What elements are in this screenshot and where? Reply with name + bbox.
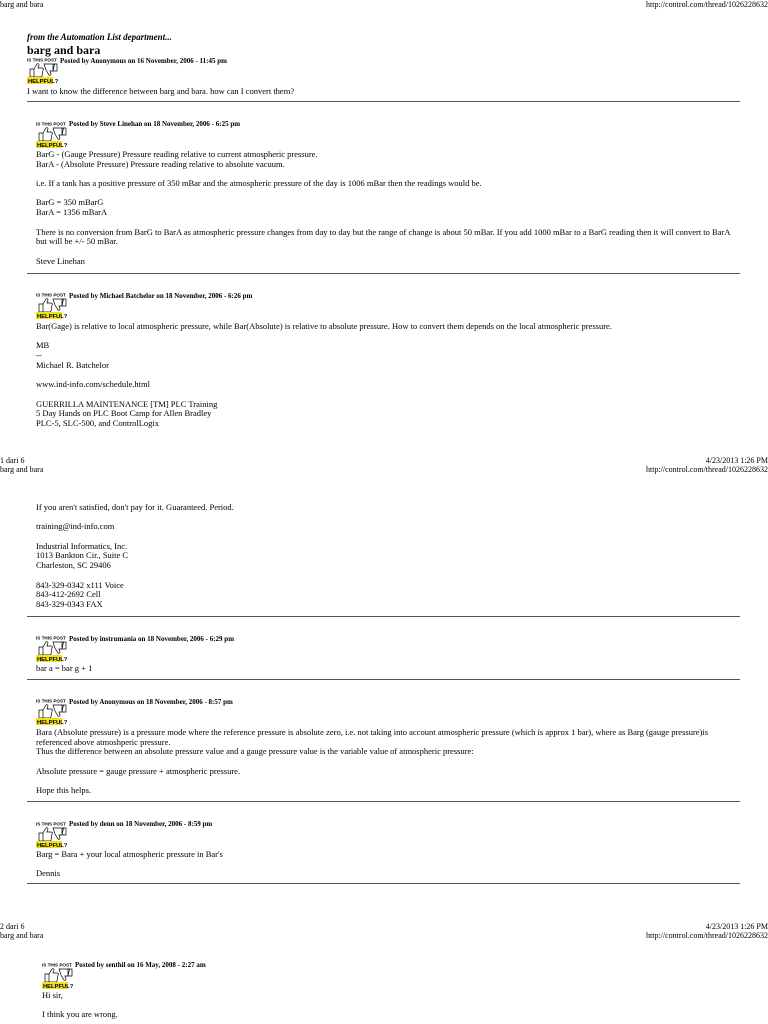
post-author-line: Posted by senthil on 16 May, 2008 - 2:27 am <box>75 961 206 969</box>
post-line: I think you are wrong. <box>42 1009 118 1020</box>
post-author-line: Posted by denn on 18 November, 2006 - 8:59 pm <box>69 820 213 828</box>
thumbs-up-icon <box>39 642 52 655</box>
post-author-line: Posted by Anonymous on 18 November, 2006 - 8:57 pm <box>69 698 233 706</box>
post-line: BarA - (Absolute Pressure) Pressure reading relative to absolute vacuum. <box>36 158 285 169</box>
post-line: If you aren't satisfied, don't pay for it. Guaranteed. Period. <box>36 502 234 512</box>
post-line: MB <box>36 340 50 351</box>
page-header-url[interactable]: http://control.com/thread/1026228632 <box>646 0 768 9</box>
post-body <box>36 322 740 429</box>
post-link[interactable]: www.ind-info.com/schedule.html <box>36 379 150 390</box>
post-line: Industrial Informatics, Inc. <box>36 540 128 551</box>
post-line: Charleston, SC 29406 <box>36 560 111 571</box>
post-line: PLC-5, SLC-500, and ControlLogix <box>36 417 160 428</box>
thumbs-down-icon <box>59 969 72 980</box>
page-footer-date: 4/23/2013 1:26 PM <box>705 456 768 465</box>
badge-helpful-text: HELPFUL? <box>37 142 68 148</box>
thumbs-down-icon <box>53 705 66 716</box>
post-body <box>36 728 740 796</box>
page-header-url[interactable]: http://control.com/thread/1026228632 <box>646 931 768 940</box>
post-line: Steve Linehan <box>36 255 85 266</box>
thumbs-down-icon <box>53 128 66 139</box>
post-line: Bara (Absolute pressure) is a pressure mode where the reference pressure is absolute zero, i.e. not taking into account atmospheric pressure (which is approx 1 bar), where as Barg (gauge pressure)is referenced above atmoshperic pressure. <box>36 727 709 747</box>
post-line: Hi sir, <box>42 990 63 1000</box>
page-footer-number: 2 dari 6 <box>0 922 25 931</box>
page-header-title: barg and bara <box>0 0 44 9</box>
post-body-continued <box>36 503 740 610</box>
thumbs-down-icon <box>53 642 66 653</box>
post-line: Bar(Gage) is relative to local atmospheric pressure, while Bar(Absolute) is relative to absolute pressure. How to convert them depends on the local atmospheric pressure. <box>36 321 612 331</box>
post-line: There is no conversion from BarG to BarA as atmospheric pressure changes from day to day but the range of change is about 50 mBar. If you add 1000 mBar to a BarG reading then it will convert to BarA but will be +/- 50 mBar. <box>36 226 730 247</box>
helpful-badge-icon[interactable] <box>27 57 59 84</box>
thread-title: barg and bara <box>27 43 101 57</box>
page-header-title: barg and bara <box>0 931 44 940</box>
post-line: 1013 Bankton Cir., Suite C <box>36 550 129 561</box>
post-line: Hope this helps. <box>36 785 92 796</box>
badge-question-text: IS THIS POST <box>36 698 66 704</box>
badge-question-text: IS THIS POST <box>36 292 66 298</box>
helpful-badge-icon[interactable] <box>36 698 68 725</box>
post-line: Michael R. Batchelor <box>36 359 109 370</box>
badge-helpful-text: HELPFUL? <box>43 983 74 989</box>
post-line: i.e. If a tank has a positive pressure of 350 mBar and the atmospheric pressure of the day is 1006 mBar then the readings would be. <box>36 178 482 189</box>
page-footer-number: 1 dari 6 <box>0 456 25 465</box>
helpful-badge-icon[interactable] <box>36 292 68 319</box>
post-line: Dennis <box>36 868 61 879</box>
post-divider <box>27 273 740 274</box>
page-header-title: barg and bara <box>0 465 44 474</box>
post-divider <box>27 679 740 680</box>
page-footer-date: 4/23/2013 1:26 PM <box>705 922 768 931</box>
helpful-badge-icon[interactable] <box>42 962 74 989</box>
helpful-badge-icon[interactable] <box>36 121 68 148</box>
thumbs-up-icon <box>39 128 52 141</box>
badge-helpful-text: HELPFUL? <box>37 842 68 848</box>
helpful-badge-icon[interactable] <box>36 635 68 662</box>
post-body <box>36 664 740 674</box>
badge-question-text: IS THIS POST <box>36 121 66 127</box>
thumbs-down-icon <box>53 299 66 310</box>
badge-helpful-text: HELPFUL? <box>37 719 68 725</box>
thumbs-up-icon <box>39 828 52 841</box>
thumbs-down-icon <box>53 828 66 839</box>
post-divider <box>27 883 740 884</box>
post-divider <box>27 801 740 802</box>
post-body <box>42 991 740 1020</box>
post-line: GUERRILLA MAINTENANCE [TM] PLC Training <box>36 398 218 409</box>
post-author-line: Posted by Michael Batchelor on 18 November, 2006 - 6:26 pm <box>69 292 253 300</box>
thumbs-down-icon <box>44 64 57 75</box>
post-body <box>36 150 740 266</box>
badge-helpful-text: HELPFUL? <box>37 656 68 662</box>
post-line: BarG - (Gauge Pressure) Pressure reading relative to current atmospheric pressure. <box>36 149 318 159</box>
badge-question-text: IS THIS POST <box>27 57 57 63</box>
post-line: BarG = 350 mBarG <box>36 197 104 208</box>
post-author-line: Posted by instrumania on 18 November, 2006 - 6:29 pm <box>69 635 235 643</box>
helpful-badge-icon[interactable] <box>36 821 68 848</box>
post-line: Thus the difference between an absolute pressure value and a gauge pressure value is the variable value of atmospheric pressure: <box>36 746 474 757</box>
post-line: 843-329-0343 FAX <box>36 598 103 609</box>
thumbs-up-icon <box>45 969 58 982</box>
post-line: 5 Day Hands on PLC Boot Camp for Allen Bradley <box>36 408 212 419</box>
thumbs-up-icon <box>30 64 43 77</box>
badge-question-text: IS THIS POST <box>42 962 72 968</box>
post-line: bar a = bar g + 1 <box>36 663 93 673</box>
post-line: I want to know the difference between barg and bara. how can I convert them? <box>27 86 295 96</box>
post-line: 843-412-2692 Cell <box>36 589 101 600</box>
post-author-line: Posted by Anonymous on 16 November, 2006 - 11:45 pm <box>60 57 227 65</box>
thumbs-up-icon <box>39 299 52 312</box>
post-line: Absolute pressure = gauge pressure + atmospheric pressure. <box>36 765 241 776</box>
post-line: 843-329-0342 x111 Voice <box>36 579 124 590</box>
post-line: Barg = Bara + your local atmospheric pressure in Bar's <box>36 849 223 859</box>
badge-helpful-text: HELPFUL? <box>37 313 68 319</box>
page-header-url[interactable]: http://control.com/thread/1026228632 <box>646 465 768 474</box>
post-divider <box>27 101 740 102</box>
post-email-link[interactable]: training@ind-info.com <box>36 521 115 532</box>
post-body <box>36 850 740 879</box>
post-line: -- <box>36 350 42 361</box>
post-divider <box>27 616 740 617</box>
thumbs-up-icon <box>39 705 52 718</box>
post-line: BarA = 1356 mBarA <box>36 207 108 218</box>
badge-question-text: IS THIS POST <box>36 821 66 827</box>
badge-question-text: IS THIS POST <box>36 635 66 641</box>
badge-helpful-text: HELPFUL? <box>28 78 59 84</box>
post-author-line: Posted by Steve Linehan on 18 November, 2006 - 6:25 pm <box>69 120 241 128</box>
post-body <box>27 87 740 97</box>
department-label: from the Automation List department... <box>27 32 172 42</box>
